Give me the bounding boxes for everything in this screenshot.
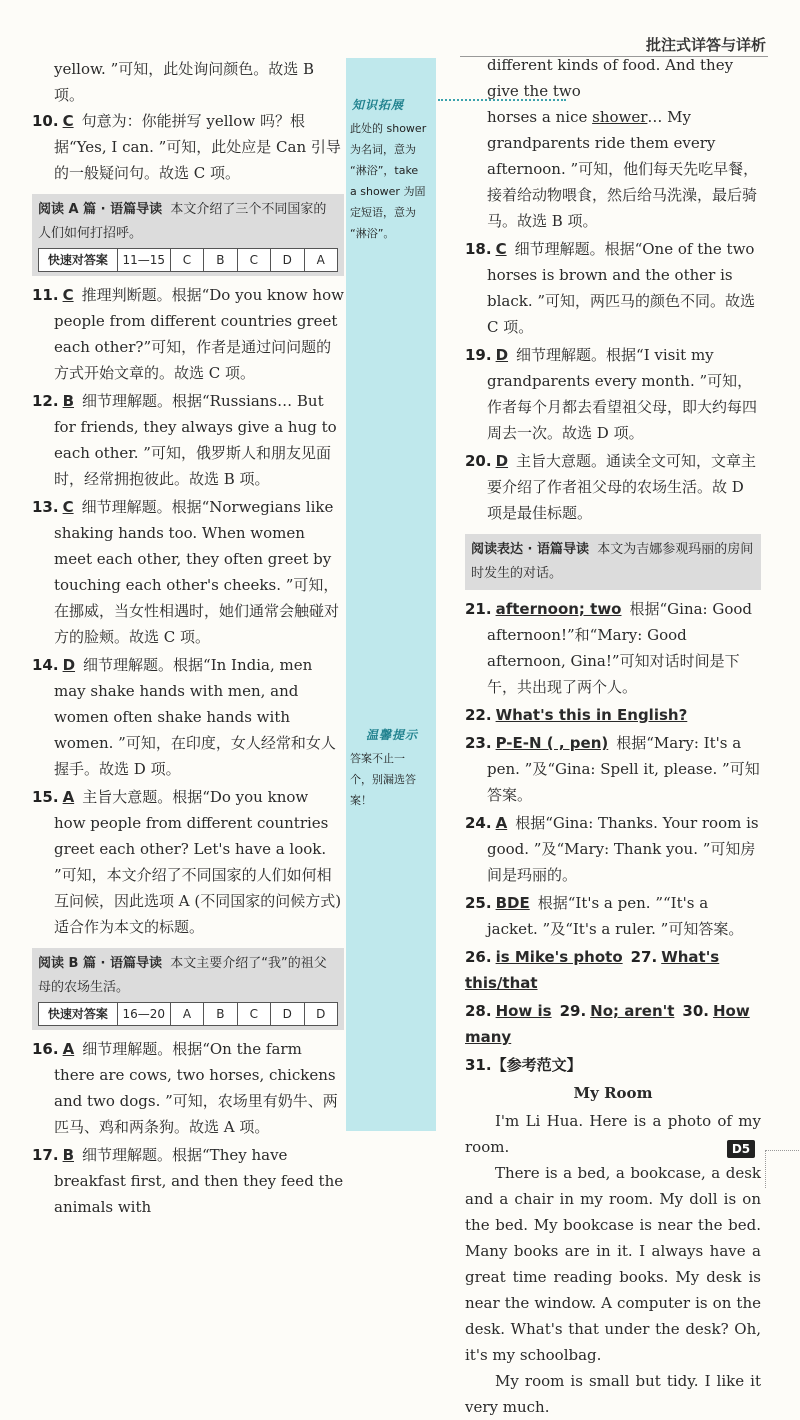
answer-13: 13. C 细节理解题。根据“Norwegians like shaking hands too. When women meet each other, they often greet by touching each other's cheeks. ”可知，在挪威，当女性相遇时，她们通常会触碰对方的脸颊。故选 C 项。 xyxy=(32,498,340,646)
answer-24: 24. A 根据“Gina: Thanks. Your room is good. ”及“Mary: Thank you. ”可知房间是玛丽的。 xyxy=(465,814,759,884)
page-number: D5 xyxy=(727,1140,755,1158)
header-title: 批注式详答与详析 xyxy=(645,36,766,54)
answer-28-30: 28. How is 29. No; aren't 30. How many xyxy=(465,1002,750,1046)
answer-21: 21. afternoon; two 根据“Gina: Good afternoon!”和“Mary: Good afternoon, Gina!”可知对话时间是下午，共出现了两个人。 xyxy=(465,600,753,696)
carry-over-text-1: different kinds of food. And they give the two xyxy=(487,56,734,100)
answer-25: 25. BDE 根据“It's a pen. ”“It's a jacket. ”及“It's a ruler. ”可知答案。 xyxy=(465,894,744,938)
shower-word: shower xyxy=(592,108,648,126)
answer-19: 19. D 细节理解题。根据“I visit my grandparents every month. ”可知，作者每个月都去看望祖父母，即大约每四周去一次。故选 D 项。 xyxy=(465,346,758,442)
answer-11: 11. C 推理判断题。根据“Do you know how people from different countries greet each other?”可知，作者是通过问问题的方式开始文章的。故选 C 项。 xyxy=(32,286,344,382)
essay-paragraph-2: There is a bed, a bookcase, a desk and a chair in my room. My doll is on the bed. My bookcase is near the bed. Many books are in it. I always have a great time reading books. My desk is near the window. A computer is on the desk. What's that under the desk? Oh, it's my schoolbag. xyxy=(465,1164,761,1364)
right-column xyxy=(465,52,761,1420)
page-corner-decoration xyxy=(765,1150,800,1188)
knowledge-tip-heading: 知识拓展 xyxy=(352,98,405,112)
answer-18: 18. C 细节理解题。根据“One of the two horses is brown and the other is black. ”可知，两匹马的颜色不同。故选 C 项。 xyxy=(465,240,756,336)
section-reading-b: 阅读 B 篇 · 语篇导读 本文主要介绍了“我”的祖父母的农场生活。 快速对答案 16—20 A B C D D xyxy=(32,948,344,1030)
left-column xyxy=(32,56,344,1220)
answer-23: 23. P-E-N ( , pen) 根据“Mary: It's a pen. ”及“Gina: Spell it, please. ”可知答案。 xyxy=(465,734,760,804)
carry-over-text: yellow. ”可知，此处询问颜色。故选 B 项。 xyxy=(54,60,315,104)
section-reading-a: 阅读 A 篇 · 语篇导读 本文介绍了三个不同国家的人们如何打招呼。 快速对答案 11—15 C B C D A xyxy=(32,194,344,276)
section-reading-expression: 阅读表达 · 语篇导读 本文为吉娜参观玛丽的房间时发生的对话。 xyxy=(465,534,761,590)
answer-22: 22. What's this in English? xyxy=(465,706,688,724)
reminder-tip-body: 答案不止一 个，别漏选答 案！ xyxy=(350,752,416,807)
answer-10: 10. C 句意为：你能拼写 yellow 吗？根据“Yes, I can. ”可知，此处应是 Can 引导的一般疑问句。故选 C 项。 xyxy=(32,112,341,182)
carry-over-text-2: horses a nice shower… My grandparents ride them every afternoon. ”可知，他们每天先吃早餐，接着给动物喂食，然后给马洗澡，最后骑马。故选 B 项。 xyxy=(487,108,759,230)
answer-16: 16. A 细节理解题。根据“On the farm there are cows, two horses, chickens and two dogs. ”可知，农场里有奶牛、两匹马、鸡和两条狗。故选 A 项。 xyxy=(32,1040,338,1136)
answer-14: 14. D 细节理解题。根据“In India, men may shake hands with men, and women often shake hands with women. ”可知，在印度，女人经常和女人握手。故选 D 项。 xyxy=(32,656,336,778)
essay-title: My Room xyxy=(573,1084,653,1102)
essay-paragraph-1: I'm Li Hua. Here is a photo of my room. xyxy=(465,1112,761,1156)
reminder-tip-heading: 温馨提示 xyxy=(366,728,419,742)
quick-answer-table-a: 快速对答案 11—15 C B C D A xyxy=(38,248,338,272)
knowledge-tip-body: 此处的 shower 为名词，意为 “淋浴”，take a shower 为固 定短语，意为 “淋浴”。 xyxy=(350,122,427,240)
answer-12: 12. B 细节理解题。根据“Russians… But for friends, they always give a hug to each other. ”可知，俄罗斯人和朋友见面时，经常拥抱彼此。故选 B 项。 xyxy=(32,392,337,488)
answer-26-27: 26. is Mike's photo 27. What's this/that xyxy=(465,948,720,992)
answer-17: 17. B 细节理解题。根据“They have breakfast first, and then they feed the animals with xyxy=(32,1146,344,1216)
answer-31: 31.【参考范文】 xyxy=(465,1056,582,1074)
quick-answer-table-b: 快速对答案 16—20 A B C D D xyxy=(38,1002,338,1026)
answer-20: 20. D 主旨大意题。通读全文可知，文章主要介绍了作者祖父母的农场生活。故 D 项是最佳标题。 xyxy=(465,452,757,522)
answer-15: 15. A 主旨大意题。根据“Do you know how people from different countries greet each other? Let's have a look. ”可知，本文介绍了不同国家的人们如何相互问候，因此选项 A (不同国家的问候方式)适合作为本文的标题。 xyxy=(32,788,342,936)
essay-paragraph-3: My room is small but tidy. I like it very much. xyxy=(465,1372,761,1416)
